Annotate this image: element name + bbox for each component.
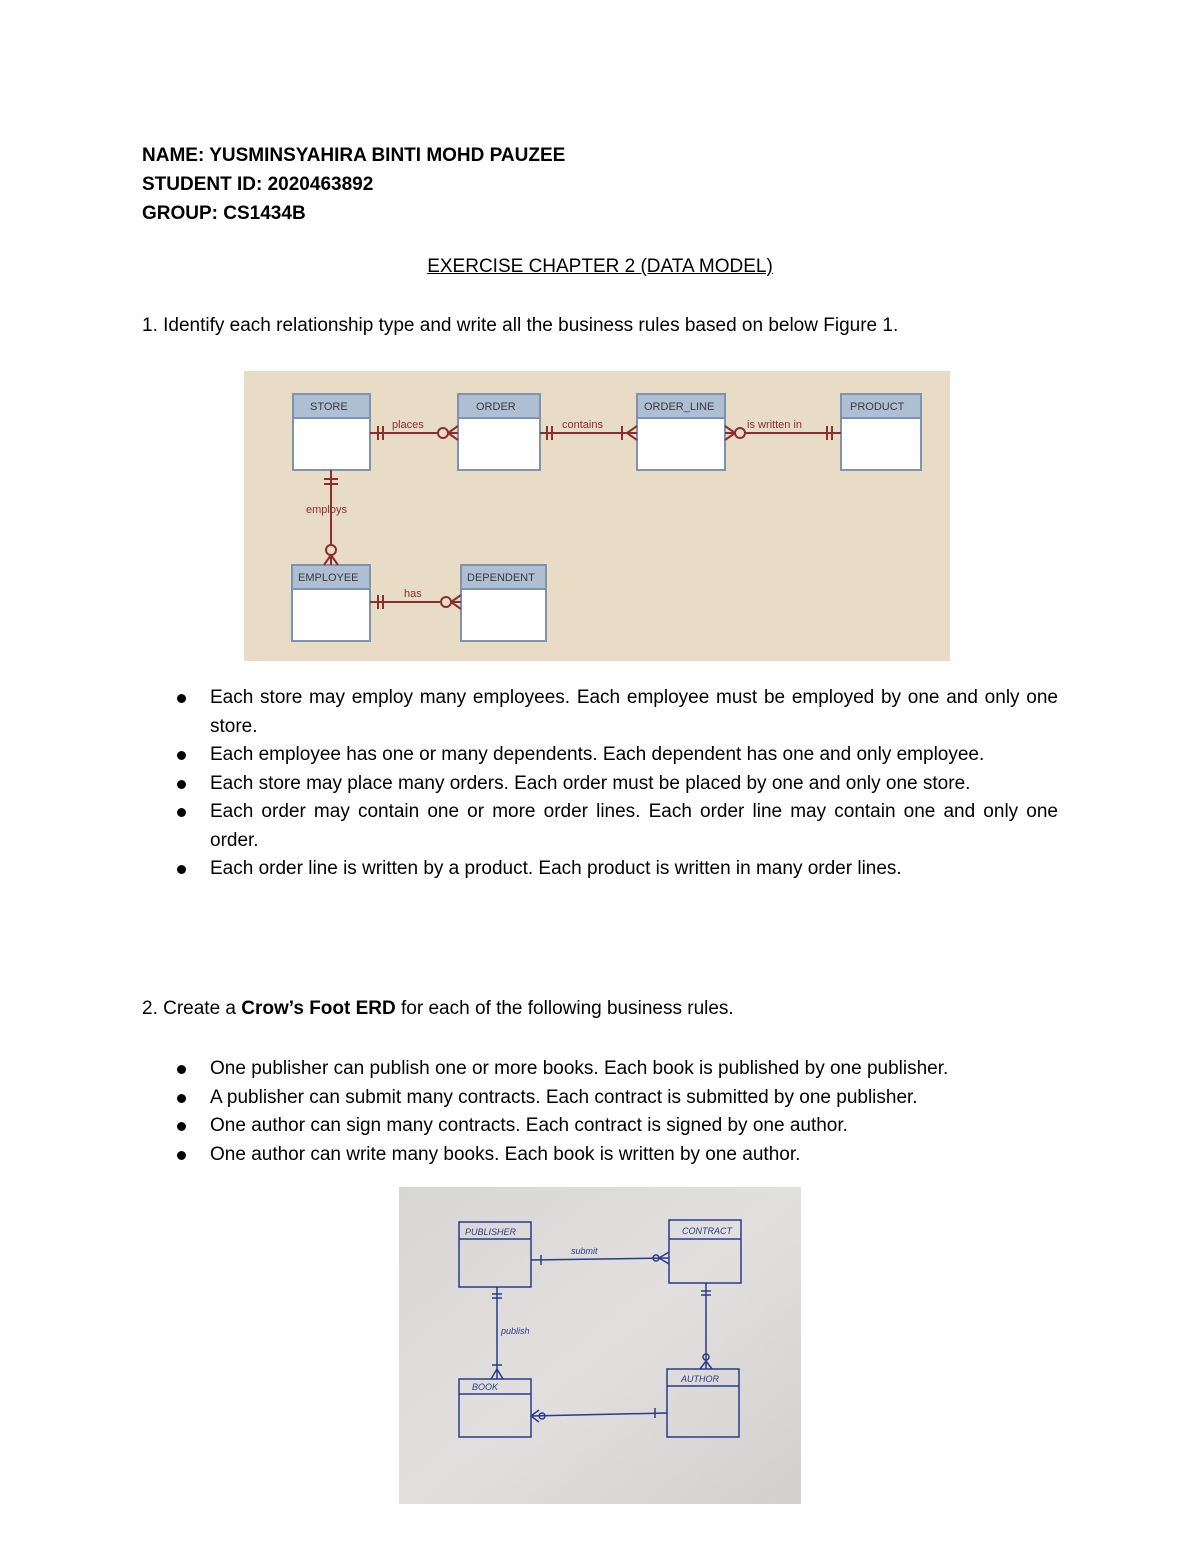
question-1: 1. Identify each relationship type and write all the business rules based on below Figure 1. bbox=[142, 315, 899, 336]
q2-rule-item: One author can sign many contracts. Each contract is signed by one author. bbox=[210, 1112, 1058, 1141]
entity-dependent bbox=[461, 565, 546, 641]
q1-answer-list bbox=[210, 684, 1058, 884]
q1-answer-item: Each store may employ many employees. Each employee must be employed by one and only one store. bbox=[210, 684, 1058, 741]
q1-answer-item: Each store may place many orders. Each order must be placed by one and only one store. bbox=[210, 770, 1058, 799]
exercise-title: EXERCISE CHAPTER 2 (DATA MODEL) bbox=[427, 256, 773, 277]
sketch-author-label: AUTHOR bbox=[681, 1374, 719, 1384]
entity-employee bbox=[292, 565, 370, 641]
sketch-publish-label: publish bbox=[501, 1326, 530, 1336]
rel-employs: employs bbox=[306, 504, 347, 516]
entity-employee-label: EMPLOYEE bbox=[298, 572, 359, 584]
handdrawn-erd-photo bbox=[399, 1187, 801, 1504]
figure-1-erd bbox=[244, 371, 950, 661]
q1-answer-item: Each order may contain one or more order lines. Each order line may contain one and only one order. bbox=[210, 798, 1058, 855]
q2-rules-list bbox=[210, 1055, 1058, 1169]
q1-answer-item: Each order line is written by a product. Each product is written in many order lines. bbox=[210, 855, 1058, 884]
q2-rule-item: A publisher can submit many contracts. Each contract is submitted by one publisher. bbox=[210, 1084, 1058, 1113]
q2-rule-item: One author can write many books. Each book is written by one author. bbox=[210, 1141, 1058, 1170]
entity-order-label: ORDER bbox=[476, 401, 516, 413]
rel-has: has bbox=[404, 588, 422, 600]
entity-order-line bbox=[637, 394, 725, 470]
sketch-book-label: BOOK bbox=[472, 1382, 499, 1392]
q2-prefix: 2. Create a bbox=[142, 998, 242, 1019]
sketch-contract-label: CONTRACT bbox=[682, 1226, 732, 1236]
rel-contains: contains bbox=[562, 419, 603, 431]
entity-product bbox=[841, 394, 921, 470]
student-name: NAME: YUSMINSYAHIRA BINTI MOHD PAUZEE bbox=[142, 145, 566, 166]
entity-store bbox=[293, 394, 370, 470]
entity-store-label: STORE bbox=[310, 401, 348, 413]
rel-places: places bbox=[392, 419, 424, 431]
rel-is-written-in: is written in bbox=[747, 419, 803, 431]
sketch-publisher-label: PUBLISHER bbox=[465, 1227, 517, 1237]
q1-answer-item: Each employee has one or many dependents. Each dependent has one and only employee. bbox=[210, 741, 1058, 770]
q2-bold: Crow’s Foot ERD bbox=[241, 998, 396, 1019]
student-id: STUDENT ID: 2020463892 bbox=[142, 174, 374, 195]
entity-order-line-label: ORDER_LINE bbox=[644, 401, 715, 413]
student-info bbox=[142, 141, 565, 228]
sketch-submit-label: submit bbox=[571, 1246, 598, 1256]
entity-dependent-label: DEPENDENT bbox=[467, 572, 535, 584]
q2-rule-item: One publisher can publish one or more books. Each book is published by one publisher. bbox=[210, 1055, 1058, 1084]
entity-order bbox=[458, 394, 540, 470]
question-2 bbox=[142, 998, 734, 1020]
student-group: GROUP: CS1434B bbox=[142, 203, 306, 224]
q2-suffix: for each of the following business rules. bbox=[395, 998, 734, 1019]
entity-product-label: PRODUCT bbox=[850, 401, 905, 413]
